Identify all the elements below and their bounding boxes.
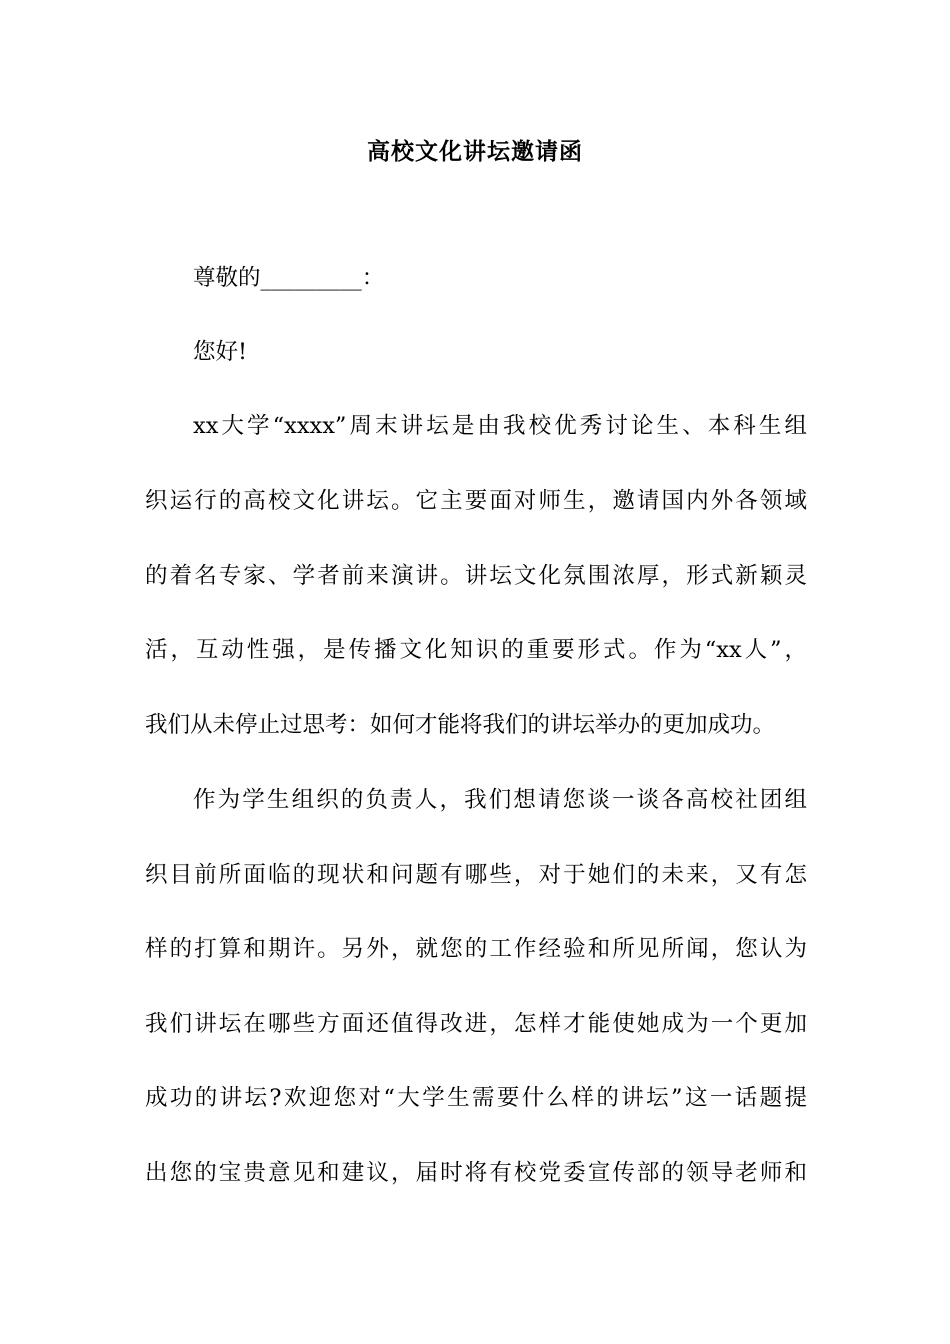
paragraph-2-line-1: 作为学生组织的负责人，我们想请您谈一谈各高校社团组 <box>193 787 807 813</box>
paragraph-2-line-3: 样的打算和期许。另外，就您的工作经验和所见所闻，您认为 <box>145 936 807 962</box>
paragraph-1-line-3: 的着名专家、学者前来演讲。讲坛文化氛围浓厚，形式新颖灵 <box>145 563 807 589</box>
paragraph-2-line-2: 织目前所面临的现状和问题有哪些，对于她们的未来，又有怎 <box>145 862 807 888</box>
greeting: 您好! <box>193 339 248 365</box>
paragraph-1-line-5: 我们从未停止过思考：如何才能将我们的讲坛举办的更加成功。 <box>145 712 776 738</box>
paragraph-1-line-1: xx大学“xxxx”周末讲坛是由我校优秀讨论生、本科生组 <box>193 413 807 439</box>
paragraph-1-line-2: 织运行的高校文化讲坛。它主要面对师生，邀请国内外各领域 <box>145 488 807 514</box>
paragraph-2-line-4: 我们讲坛在哪些方面还值得改进，怎样才能使她成为一个更加 <box>145 1011 807 1037</box>
paragraph-2-line-5: 成功的讲坛?欢迎您对“大学生需要什么样的讲坛”这一话题提 <box>145 1085 807 1111</box>
document-title: 高校文化讲坛邀请函 <box>367 138 583 165</box>
paragraph-2-line-6: 出您的宝贵意见和建议，届时将有校党委宣传部的领导老师和 <box>145 1160 807 1186</box>
paragraph-1-line-4: 活，互动性强，是传播文化知识的重要形式。作为“xx人”， <box>145 637 807 663</box>
salutation: 尊敬的_________： <box>193 265 385 291</box>
